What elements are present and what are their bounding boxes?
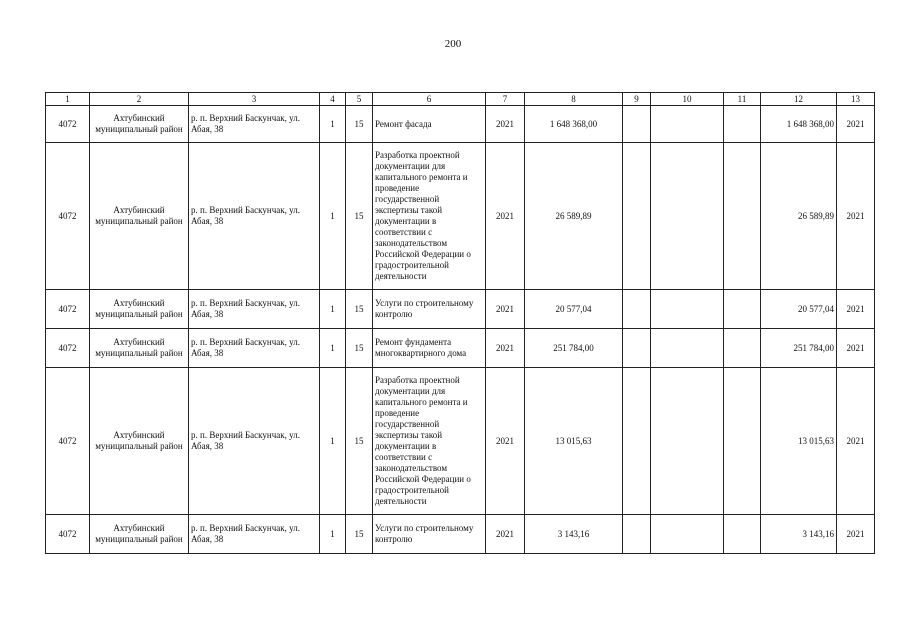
- cell-col9: [623, 515, 651, 554]
- cell-total: 1 648 368,00: [761, 106, 837, 143]
- cell-work-type: Услуги по строительному контролю: [373, 290, 486, 329]
- cell-year-end: 2021: [837, 143, 875, 290]
- cell-col5: 15: [346, 368, 373, 515]
- cell-year: 2021: [486, 329, 525, 368]
- cell-district: Ахтубинский муниципальный район: [90, 368, 189, 515]
- cell-col11: [724, 515, 761, 554]
- cell-year-end: 2021: [837, 290, 875, 329]
- cell-col10: [651, 143, 724, 290]
- cell-year-end: 2021: [837, 368, 875, 515]
- cell-col11: [724, 106, 761, 143]
- cell-total: 20 577,04: [761, 290, 837, 329]
- cell-col10: [651, 106, 724, 143]
- header-cell: 11: [724, 93, 761, 106]
- cell-year-end: 2021: [837, 329, 875, 368]
- cell-amount: 3 143,16: [525, 515, 623, 554]
- cell-col5: 15: [346, 329, 373, 368]
- cell-col5: 15: [346, 106, 373, 143]
- table-row: [46, 106, 875, 143]
- cell-year: 2021: [486, 143, 525, 290]
- table-row: [46, 329, 875, 368]
- cell-col10: [651, 290, 724, 329]
- cell-col4: 1: [320, 368, 346, 515]
- cell-work-type: Ремонт фасада: [373, 106, 486, 143]
- cell-col10: [651, 329, 724, 368]
- cell-work-type: Ремонт фундамента многоквартирного дома: [373, 329, 486, 368]
- register-table: [45, 92, 875, 554]
- cell-year-end: 2021: [837, 515, 875, 554]
- cell-col5: 15: [346, 290, 373, 329]
- cell-col5: 15: [346, 515, 373, 554]
- cell-id: 4072: [46, 106, 90, 143]
- cell-id: 4072: [46, 368, 90, 515]
- cell-year: 2021: [486, 106, 525, 143]
- table-row: [46, 290, 875, 329]
- cell-work-type: Услуги по строительному контролю: [373, 515, 486, 554]
- cell-col4: 1: [320, 143, 346, 290]
- cell-col10: [651, 368, 724, 515]
- cell-amount: 20 577,04: [525, 290, 623, 329]
- cell-total: 251 784,00: [761, 329, 837, 368]
- cell-total: 3 143,16: [761, 515, 837, 554]
- cell-id: 4072: [46, 290, 90, 329]
- cell-col10: [651, 515, 724, 554]
- cell-col11: [724, 290, 761, 329]
- cell-address: р. п. Верхний Баскунчак, ул. Абая, 38: [189, 329, 320, 368]
- table-row: [46, 515, 875, 554]
- cell-address: р. п. Верхний Баскунчак, ул. Абая, 38: [189, 290, 320, 329]
- table-row: [46, 143, 875, 290]
- cell-year-end: 2021: [837, 106, 875, 143]
- header-cell: 6: [373, 93, 486, 106]
- cell-col11: [724, 143, 761, 290]
- cell-address: р. п. Верхний Баскунчак, ул. Абая, 38: [189, 143, 320, 290]
- cell-address: р. п. Верхний Баскунчак, ул. Абая, 38: [189, 106, 320, 143]
- cell-col9: [623, 368, 651, 515]
- cell-address: р. п. Верхний Баскунчак, ул. Абая, 38: [189, 368, 320, 515]
- cell-id: 4072: [46, 143, 90, 290]
- cell-id: 4072: [46, 515, 90, 554]
- cell-district: Ахтубинский муниципальный район: [90, 290, 189, 329]
- cell-amount: 13 015,63: [525, 368, 623, 515]
- cell-col11: [724, 368, 761, 515]
- cell-district: Ахтубинский муниципальный район: [90, 143, 189, 290]
- cell-year: 2021: [486, 290, 525, 329]
- cell-district: Ахтубинский муниципальный район: [90, 106, 189, 143]
- cell-address: р. п. Верхний Баскунчак, ул. Абая, 38: [189, 515, 320, 554]
- cell-amount: 26 589,89: [525, 143, 623, 290]
- header-cell: 2: [90, 93, 189, 106]
- cell-col9: [623, 329, 651, 368]
- header-cell: 8: [525, 93, 623, 106]
- table-row: [46, 368, 875, 515]
- cell-col4: 1: [320, 515, 346, 554]
- header-cell: 1: [46, 93, 90, 106]
- header-cell: 10: [651, 93, 724, 106]
- header-cell: 7: [486, 93, 525, 106]
- cell-total: 26 589,89: [761, 143, 837, 290]
- header-cell: 12: [761, 93, 837, 106]
- cell-year: 2021: [486, 515, 525, 554]
- cell-district: Ахтубинский муниципальный район: [90, 329, 189, 368]
- cell-work-type: Разработка проектной документации для капитального ремонта и проведение государственной экспертизы такой документации в соответствии с законодательством Российской Федерации о градостроительной деятельности: [373, 368, 486, 515]
- cell-work-type: Разработка проектной документации для капитального ремонта и проведение государственной экспертизы такой документации в соответствии с законодательством Российской Федерации о градостроительной деятельности: [373, 143, 486, 290]
- cell-col9: [623, 106, 651, 143]
- cell-total: 13 015,63: [761, 368, 837, 515]
- cell-col9: [623, 290, 651, 329]
- cell-col4: 1: [320, 329, 346, 368]
- cell-col4: 1: [320, 106, 346, 143]
- cell-amount: 1 648 368,00: [525, 106, 623, 143]
- cell-amount: 251 784,00: [525, 329, 623, 368]
- header-row: [46, 93, 875, 106]
- header-cell: 9: [623, 93, 651, 106]
- cell-district: Ахтубинский муниципальный район: [90, 515, 189, 554]
- header-cell: 5: [346, 93, 373, 106]
- cell-year: 2021: [486, 368, 525, 515]
- cell-col4: 1: [320, 290, 346, 329]
- cell-col5: 15: [346, 143, 373, 290]
- cell-col9: [623, 143, 651, 290]
- header-cell: 3: [189, 93, 320, 106]
- header-cell: 4: [320, 93, 346, 106]
- cell-col11: [724, 329, 761, 368]
- header-cell: 13: [837, 93, 875, 106]
- cell-id: 4072: [46, 329, 90, 368]
- page-number: 200: [444, 38, 462, 50]
